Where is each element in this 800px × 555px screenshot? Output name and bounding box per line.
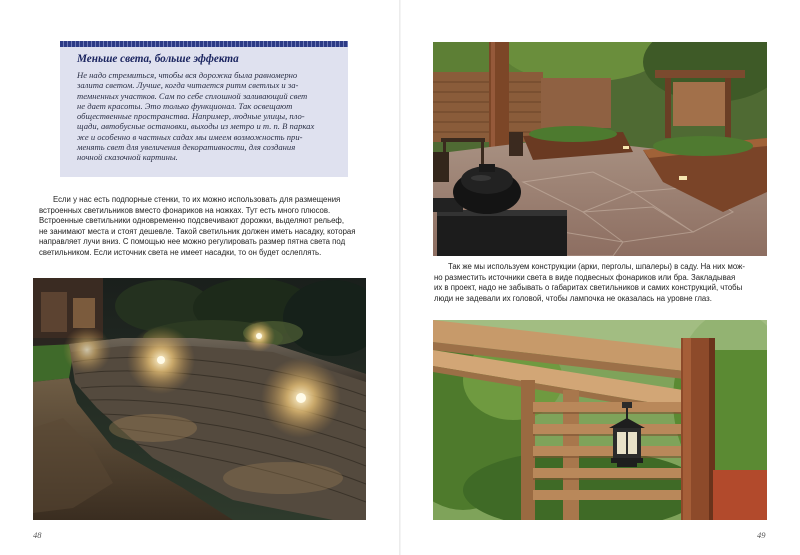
sidebar-line: же и особенно в частных садах мы имеем возможность при- [77, 131, 303, 142]
sidebar-line: залита светом. Лучше, когда читается ритм светлых и за- [77, 80, 299, 91]
page-gutter [399, 0, 401, 555]
text-line: Если у нас есть подпорные стенки, то их можно использовать для размещения [53, 195, 341, 204]
text-line: но разместить источники света в виде подвесных фонариков или бра. Закладывая [434, 272, 736, 282]
photo-retaining-wall [33, 278, 366, 520]
text-line: не занимают места и стоят дешевле. Такой светильник должен иметь насадку, которая [39, 226, 356, 236]
photo-pergola-lantern [433, 320, 767, 520]
sidebar-line: менять свет для увеличения декоративности, для создания [77, 142, 296, 153]
text-line: светильником. Если источник света не имеет насадки, то он будет ослеплять. [39, 247, 322, 257]
sidebar-line: темненных участков. Сам по себе сплошной заливающий свет [77, 90, 308, 101]
text-line: Так же мы используем конструкции (арки, перголы, шпалеры) в саду. На них мож- [448, 262, 745, 271]
sidebar-line: не дает красоты. Это только функционал. Так освещают [77, 100, 293, 111]
text-line: Встроенные светильники одновременно подсвечивают дорожки, выделяют рельеф, [39, 216, 345, 226]
page-number-right: 49 [757, 530, 766, 540]
right-body-text [434, 262, 766, 304]
text-line: их в проект, надо не забывать о габаритах светильников и самих конструкций, чтобы [434, 283, 743, 293]
photo-garden-patio [433, 42, 767, 256]
text-line: направляет лучи вниз. С помощью нее можно регулировать размер пятна света под [39, 237, 346, 247]
sidebar-line: общественные пространства. Например, людные улицы, пло- [77, 111, 305, 122]
sidebar-title: Меньше света, больше эффекта [77, 53, 239, 65]
left-body-text [39, 195, 366, 259]
page-number-left: 48 [33, 530, 42, 540]
sidebar-line: щади, автобусные остановки, выходы из метро и т. п. В парках [77, 121, 315, 132]
sidebar-text [77, 70, 339, 163]
sidebar-box [60, 41, 348, 177]
sidebar-line: Не надо стремиться, чтобы вся дорожка была равномерно [77, 70, 298, 80]
sidebar-line: ночной сказочной картины. [77, 152, 178, 163]
text-line: встроенных светильников вместо фонариков на ножках. Тут есть много плюсов. [39, 205, 331, 215]
sidebar-header-bar [60, 41, 348, 47]
text-line: люди не задевали их головой, чтобы лампочка не оказалась на уровне глаз. [434, 293, 712, 303]
